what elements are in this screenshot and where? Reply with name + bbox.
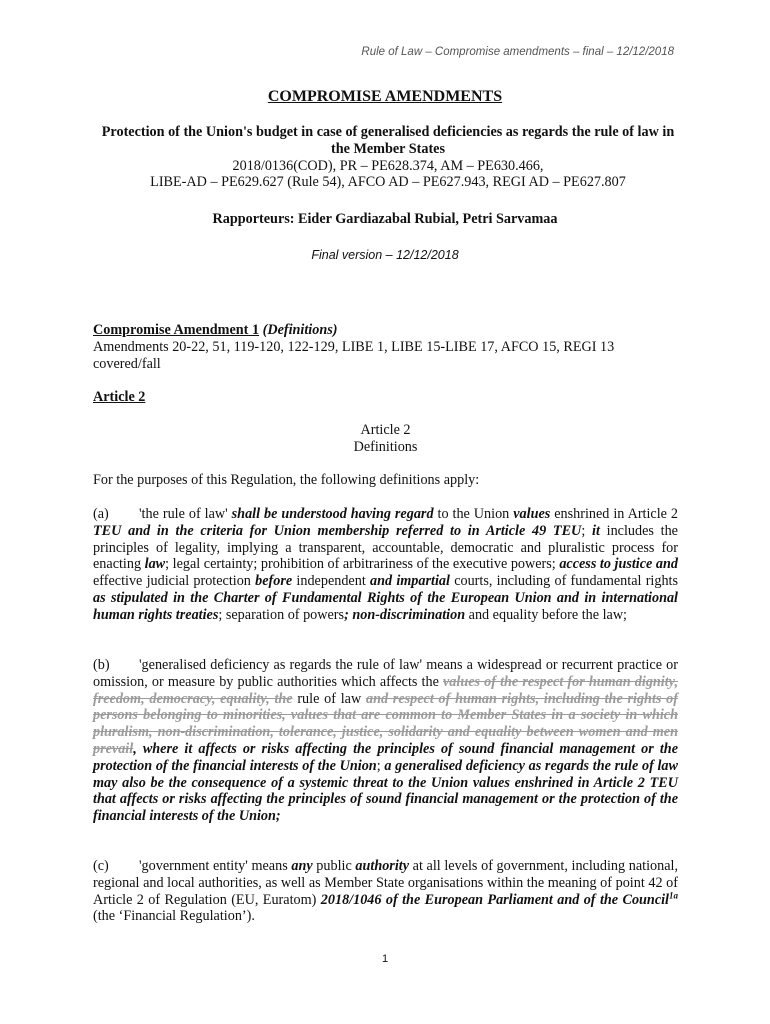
document-title: COMPROMISE AMENDMENTS — [267, 88, 503, 105]
inserted-text: 2018/1046 of the European Parliament and of the Council — [320, 891, 669, 908]
article-reference: Article 2 — [93, 389, 146, 405]
inserted-text: and impartial — [370, 573, 450, 590]
text-run: ; — [581, 522, 592, 539]
inserted-text: ; non-discrimination — [344, 606, 466, 623]
procedure-reference: 2018/0136(COD), PR – PE628.374, AM – PE630.466, — [232, 157, 544, 174]
text-run: 'government entity' means — [139, 858, 292, 874]
page-number: 1 — [381, 953, 389, 965]
footnote-marker: 1a — [669, 889, 678, 900]
inserted-text: law — [144, 556, 166, 573]
inserted-text: access to justice and — [559, 556, 678, 573]
text-run: ; legal certainty; prohibition of arbitrariness of the executive powers; — [165, 556, 560, 573]
definition-a — [93, 506, 678, 624]
text-run: includes the principles of legality, implying a transparent, accountable, democratic and pluralistic process for enacting — [93, 522, 678, 573]
opinion-references: LIBE-AD – PE629.627 (Rule 54), AFCO AD – PE627.943, REGI AD – PE627.807 — [150, 174, 626, 191]
subject-block — [93, 124, 683, 191]
inserted-text: any — [291, 858, 313, 874]
text-run: and equality before the law; — [465, 606, 628, 623]
definition-label: (c) — [93, 858, 109, 874]
text-run: 'the rule of law' — [139, 506, 232, 522]
inserted-text: a generalised deficiency as regards the rule of law may also be the consequence of a systemic threat to the Union values enshrined in Article 2 TEU that affects or risks affecting the principles of sound financial management or the protection of the financial interests of the Union; — [93, 757, 678, 825]
inserted-text: it — [592, 522, 600, 539]
definition-b — [93, 657, 678, 825]
final-version: Final version – 12/12/2018 — [311, 248, 459, 262]
inserted-text: values — [513, 506, 551, 522]
text-run: enshrined in Article 2 — [550, 506, 679, 522]
definition-label: (b) — [93, 657, 110, 673]
inserted-text: before — [255, 573, 293, 590]
inserted-text: , where it affects or risks affecting the principles of sound financial management or the protection of the financial interests of the Union — [93, 740, 678, 774]
compromise-amendment-heading — [93, 322, 678, 372]
text-run: at all levels of government, including national, regional and local authorities, as well as Member State organisations within the meaning of point 42 of Article 2 of Regulation (EU, Euratom) — [93, 858, 678, 908]
compromise-heading: Compromise Amendment 1 — [93, 322, 260, 338]
text-run: (the ‘Financial Regulation’). — [93, 908, 255, 925]
text-run: effective judicial protection — [93, 573, 256, 590]
text-run: 'generalised deficiency as regards the rule of law' means a widespread or recurrent practice or omission, or measure by public authorities which affects the — [93, 657, 678, 690]
rapporteurs: Rapporteurs: Eider Gardiazabal Rubial, Petri Sarvamaa — [212, 211, 558, 227]
deleted-text: values of the respect for human dignity, freedom, democracy, equality, the — [93, 673, 678, 707]
definition-c — [93, 858, 678, 925]
definitions-intro: For the purposes of this Regulation, the following definitions apply: — [93, 472, 480, 488]
text-run: courts, including of fundamental rights — [449, 573, 679, 590]
text-run: to the Union — [433, 506, 514, 522]
subject-title: Protection of the Union's budget in case of generalised deficiencies as regards the rule of law in the Member States — [101, 124, 675, 157]
definition-label: (a) — [93, 506, 109, 522]
text-run: independent — [292, 573, 371, 590]
text-run: ; — [376, 757, 385, 774]
compromise-heading-note: (Definitions) — [262, 322, 338, 338]
covered-amendments: Amendments 20-22, 51, 119-120, 122-129, LIBE 1, LIBE 15-LIBE 17, AFCO 15, REGI 13 covered/fall — [93, 338, 615, 372]
deleted-text: and respect of human rights, including the rights of persons belonging to minorities, values that are common to Member States in a society in which pluralism, non-discrimination, tolerance, justice, solidarity and equality between women and men prevail — [93, 690, 678, 757]
inserted-text: authority — [355, 858, 410, 874]
article-subtitle: Definitions — [353, 438, 418, 455]
article-title: Article 2 — [360, 422, 411, 438]
text-run: ; separation of powers — [218, 606, 345, 623]
text-run: public — [312, 858, 356, 874]
article-heading — [93, 422, 678, 456]
inserted-text: as stipulated in the Charter of Fundamental Rights of the European Union and in international human rights treaties — [93, 589, 678, 623]
inserted-text: shall be understood having regard — [231, 506, 434, 522]
text-run: rule of law — [292, 690, 366, 707]
inserted-text: TEU and in the criteria for Union membership referred to in Article 49 TEU — [93, 522, 582, 539]
running-header: Rule of Law – Compromise amendments – final – 12/12/2018 — [361, 46, 674, 58]
